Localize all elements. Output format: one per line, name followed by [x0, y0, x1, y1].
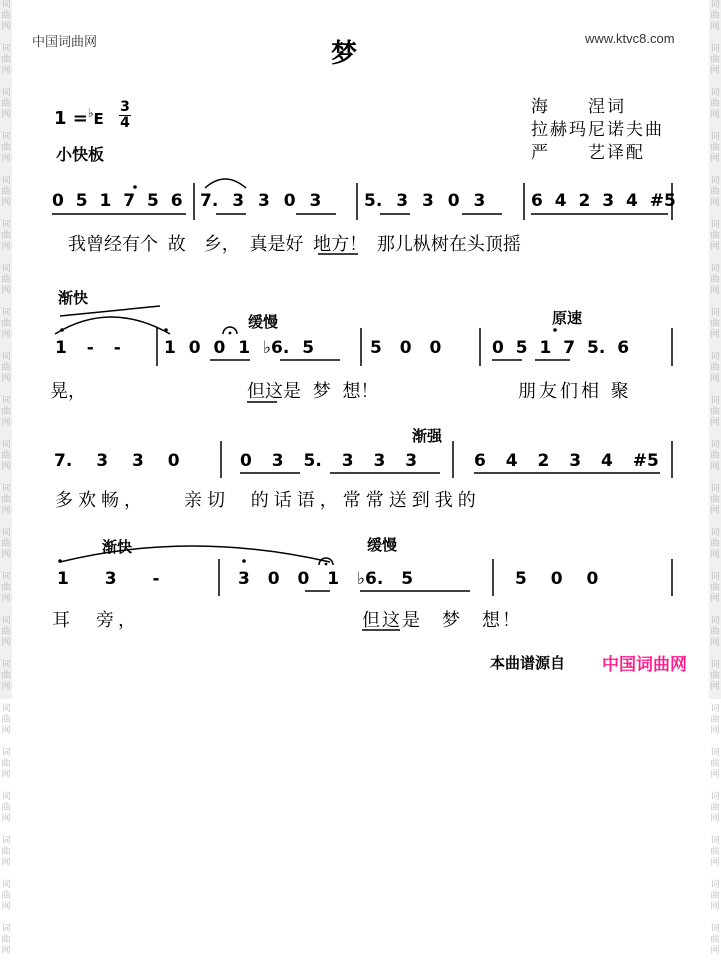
notes-measure: 5 0 0 [370, 338, 442, 358]
key-letter: E [93, 110, 104, 128]
lyrics-line: 朋友们相 聚 [518, 381, 632, 402]
time-top: 3 [120, 99, 130, 115]
flat-sign: ♭ [87, 106, 94, 120]
notes-measure: 3 0 0 1 ♭6. 5 [238, 569, 414, 589]
octave-dot [553, 328, 557, 332]
lyrics-line: 但这是 梦 想！ [247, 381, 379, 402]
notes-measure: 5 0 0 [515, 569, 599, 589]
notes-measure: 6 4 2 3 4 #5 [474, 451, 659, 471]
time-bottom: 4 [120, 115, 130, 131]
slur [55, 317, 170, 334]
notes-measure: 7. 3 3 0 [54, 451, 180, 471]
octave-dot [60, 328, 64, 332]
accel-line [60, 306, 160, 316]
lyrics-line: 晃， [50, 381, 86, 402]
lyrics-line: 耳 旁， [52, 610, 140, 631]
slur [205, 179, 246, 188]
notes-measure: 0 5 1 7 5 6 [52, 191, 183, 211]
octave-dot [242, 559, 246, 563]
watermark-text: 词 曲 网 词 曲 网 词 曲 网 词 曲 网 词 曲 网 词 曲 网 词 曲 网 词 曲 网 词 曲 网 词 曲 网 词 曲 网 词 曲 网 词 曲 网 词 曲 网 词 曲 网 词 曲 网 词 曲 网 词 曲 网 词 曲 网 词 曲 网 词 曲 网 词 曲 网 [1, 0, 11, 956]
site-url-right: www.ktvc8.com [585, 31, 675, 46]
key-prefix: 1 = [54, 108, 88, 129]
song-title: 梦 [331, 39, 358, 69]
fermata-dot [325, 563, 328, 566]
notes-measure: 0 5 1 7 5. 6 [492, 338, 630, 358]
accel-marking: 渐快 [102, 538, 133, 556]
rit-marking: 缓慢 [367, 536, 398, 554]
cresc-marking: 渐强 [412, 427, 443, 445]
notes-measure: 6 4 2 3 4 #5 [531, 191, 676, 211]
accel-marking: 渐快 [58, 289, 89, 307]
notes-measure: 1 0 0 1 ♭6. 5 [164, 338, 315, 358]
octave-dot [164, 328, 168, 332]
source-label: 本曲谱源自 [490, 654, 566, 672]
brand-logo-text: 中国词曲网 [602, 655, 687, 675]
composer-credit: 拉赫玛尼诺夫曲 [531, 120, 664, 140]
tempo-marking: 小快板 [56, 145, 105, 164]
lyricist-credit: 海 涅词 [531, 97, 626, 117]
fermata-dot [229, 332, 232, 335]
octave-dot [133, 185, 137, 189]
lyrics-line: 我曾经有个 故 乡， 真是好 地方！ 那儿枞树在头顶摇 [68, 234, 521, 255]
site-name-left: 中国词曲网 [32, 35, 98, 50]
notes-measure: 1 - - [55, 338, 121, 358]
notes-measure: 5. 3 3 0 3 [364, 191, 486, 211]
octave-dot [58, 559, 62, 563]
lyrics-line: 但这是 梦 想！ [362, 610, 522, 631]
watermark-text: 词 曲 网 词 曲 网 词 曲 网 词 曲 网 词 曲 网 词 曲 网 词 曲 网 词 曲 网 词 曲 网 词 曲 网 词 曲 网 词 曲 网 词 曲 网 词 曲 网 词 曲 网 词 曲 网 词 曲 网 词 曲 网 词 曲 网 词 曲 网 词 曲 网 词 曲 网 [710, 0, 720, 956]
lyrics-line: 多欢畅， 亲切 的话语，常常送到我的 [55, 490, 481, 511]
notes-measure: 1 3 - [57, 569, 160, 589]
notes-measure: 7. 3 3 0 3 [200, 191, 322, 211]
rit-marking: 缓慢 [248, 313, 279, 331]
arranger-credit: 严 艺译配 [531, 143, 645, 163]
a-tempo-marking: 原速 [552, 309, 583, 327]
slur [60, 546, 330, 562]
notes-measure: 0 3 5. 3 3 3 [240, 451, 418, 471]
